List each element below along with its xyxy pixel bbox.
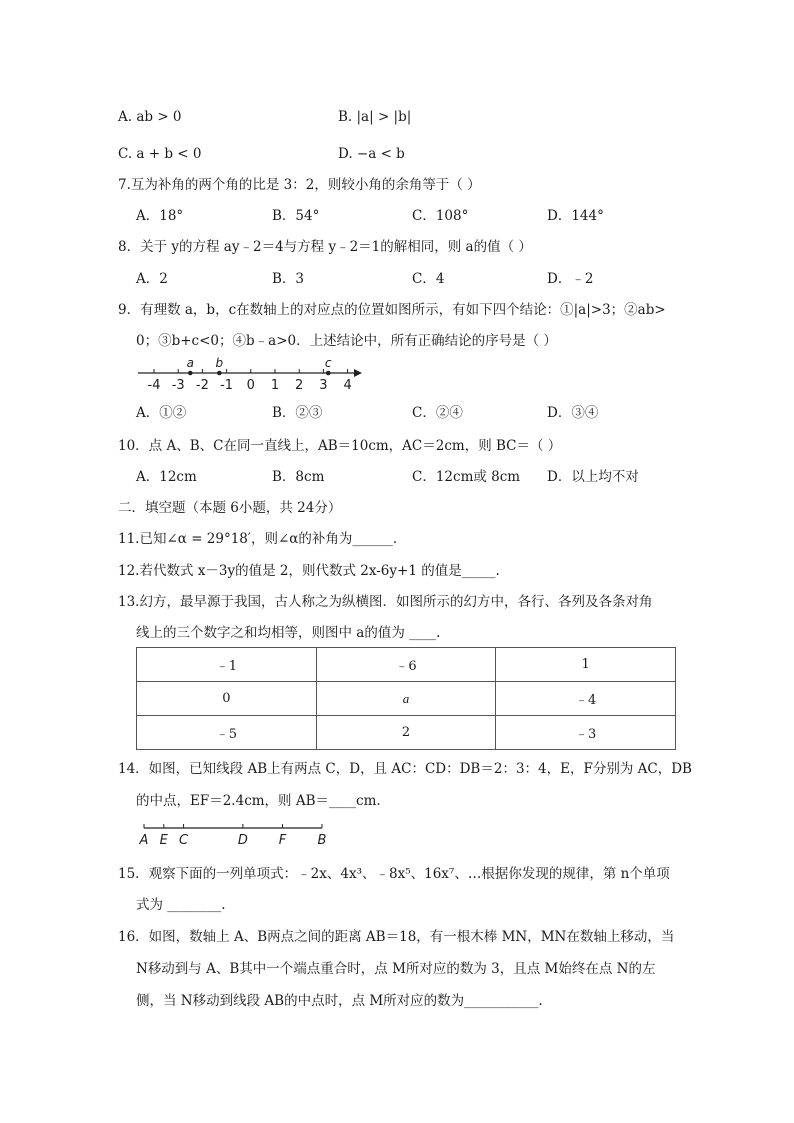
number-line-point-label: a (186, 356, 194, 370)
q9-number-line (136, 355, 376, 393)
segment-point-label: F (278, 833, 287, 848)
q8-option-d: D．﹣2 (547, 271, 594, 287)
q8-option-c: C．4 (412, 271, 445, 287)
q16-stem-line2: N移动到与 A、B其中一个端点重合时，点 M所对应的数为 3，且点 M始终在点 N的左 (136, 961, 656, 977)
q11-stem: 11.已知∠α = 29°18′，则∠α的补角为______. (118, 531, 398, 547)
q7-stem: 7.互为补角的两个角的比是 3：2，则较小角的余角等于（ ） (118, 177, 481, 193)
table-cell: 1 (496, 648, 676, 682)
section-heading-fill-in: 二．填空题（本题 6小题，共 24分） (118, 500, 342, 516)
q6-option-a: A. ab > 0 (118, 109, 182, 125)
q6-option-d: D. −a < b (338, 146, 405, 162)
number-line-tick-label: -1 (220, 378, 234, 393)
q9-option-b: B．②③ (272, 405, 323, 421)
number-line-tick-label: 4 (343, 378, 352, 393)
q8-option-a: A．2 (136, 271, 168, 287)
number-line-tick-label: 1 (270, 378, 280, 393)
q7-option-c: C．108° (412, 208, 469, 224)
segment-point-label: C (179, 833, 189, 848)
q10-option-c: C．12cm或 8cm (412, 469, 521, 485)
segment-point-label: D (237, 833, 248, 848)
q14-stem-line1: 14．如图，已知线段 AB上有两点 C，D，且 AC：CD：DB＝2：3：4，E，F分别为 AC，DB (118, 761, 692, 777)
number-line-tick-label: -4 (147, 378, 161, 393)
q16-stem-line3: 侧，当 N移动到线段 AB的中点时，点 M所对应的数为___________. (136, 993, 543, 1009)
table-row (137, 682, 676, 716)
q7-option-d: D．144° (547, 208, 604, 224)
segment-point-label: B (317, 833, 327, 848)
table-cell: ﹣4 (496, 682, 676, 716)
number-line-tick-label: 3 (319, 378, 328, 393)
table-cell: ﹣1 (137, 648, 317, 682)
q14-segment-figure (136, 818, 336, 850)
q13-stem-line1: 13.幻方，最早源于我国，古人称之为纵横图．如图所示的幻方中，各行、各列及各条对角 (118, 594, 653, 610)
number-line-point-label: c (324, 356, 332, 370)
q10-stem: 10．点 A、B、C在同一直线上，AB＝10cm，AC＝2cm，则 BC＝（ ） (118, 438, 562, 454)
q7-option-a: A．18° (136, 208, 184, 224)
q8-stem: 8．关于 y的方程 ay﹣2＝4与方程 y﹣2＝1的解相同，则 a的值（ ） (118, 239, 532, 255)
q13-stem-line2: 线上的三个数字之和均相等，则图中 a的值为 ____. (136, 625, 441, 641)
q9-option-a: A．①② (136, 405, 187, 421)
table-cell: 2 (316, 716, 496, 750)
table-cell: 0 (137, 682, 317, 716)
q7-option-b: B．54° (272, 208, 320, 224)
number-line-tick-label: 0 (246, 378, 255, 393)
q8-option-b: B．3 (272, 271, 305, 287)
table-cell: ﹣3 (496, 716, 676, 750)
table-row (137, 648, 676, 682)
table-row (137, 716, 676, 750)
q14-stem-line2: 的中点，EF＝2.4cm，则 AB＝____cm. (136, 793, 381, 809)
q15-stem-line1: 15．观察下面的一列单项式：﹣2x、4x³、﹣8x⁵、16x⁷、…根据你发现的规律，第 n个单项 (118, 866, 670, 882)
q9-option-d: D．③④ (547, 405, 599, 421)
q9-stem-line2: 0；③b+c<0；④b﹣a>0．上述结论中，所有正确结论的序号是（ ） (136, 333, 557, 349)
number-line-tick-label: 2 (295, 378, 304, 393)
q6-option-c: C. a + b < 0 (118, 146, 202, 162)
segment-point-label: A (139, 833, 149, 848)
q16-stem-line1: 16．如图，数轴上 A、B两点之间的距离 AB＝18，有一根木棒 MN，MN在数轴上移动，当 (118, 929, 675, 945)
table-cell: a (316, 682, 496, 716)
q15-stem-line2: 式为 ________. (136, 897, 226, 913)
q6-option-b: B. |a| > |b| (338, 109, 412, 125)
number-line-arrow (354, 369, 362, 377)
number-line-tick-label: -3 (171, 378, 185, 393)
number-line-point-label: b (215, 356, 224, 370)
segment-point-label: E (159, 833, 168, 848)
q12-stem: 12.若代数式 x－3y的值是 2，则代数式 2x-6y+1 的值是_____. (118, 563, 500, 579)
number-line-tick-label: -2 (195, 378, 209, 393)
table-cell: ﹣6 (316, 648, 496, 682)
q9-option-c: C．②④ (412, 405, 463, 421)
q10-option-d: D．以上均不对 (547, 469, 639, 485)
q9-stem-line1: 9．有理数 a，b，c在数轴上的对应点的位置如图所示，有如下四个结论：①|a|>3；②ab> (118, 302, 666, 318)
number-line-point-a (188, 371, 193, 376)
number-line-point-b (217, 371, 222, 376)
magic-square-table (136, 647, 676, 750)
table-cell: ﹣5 (137, 716, 317, 750)
q10-option-b: B．8cm (272, 469, 325, 485)
number-line-point-c (326, 371, 331, 376)
q10-option-a: A．12cm (136, 469, 197, 485)
